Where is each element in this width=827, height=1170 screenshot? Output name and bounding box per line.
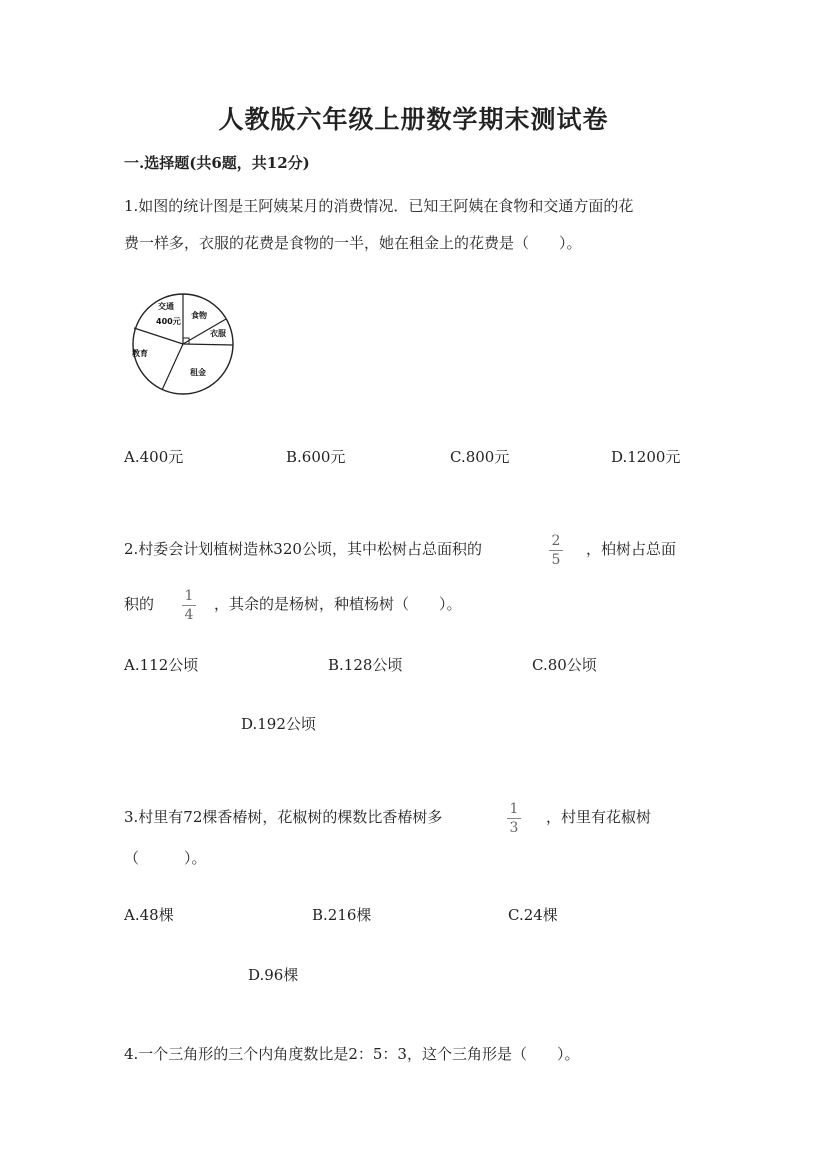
q3-fraction-1-3 bbox=[506, 801, 522, 836]
q2-text-line2b: ，其余的是杨树，种植杨树（ ）。 bbox=[214, 595, 462, 613]
q3-option-c: C.24棵 bbox=[508, 906, 558, 924]
q2-fraction-2-5 bbox=[548, 533, 564, 568]
pie-label-education: 教育 bbox=[132, 349, 148, 358]
q3-text-line1b: ，村里有花椒树 bbox=[546, 808, 652, 826]
q2-option-a: A.112公顷 bbox=[124, 656, 199, 674]
pie-label-clothes: 衣服 bbox=[210, 329, 226, 338]
q2-option-c: C.80公顷 bbox=[532, 656, 597, 674]
fraction-numerator: 1 bbox=[184, 588, 194, 604]
q3-text-line1a: 3.村里有72棵香椿树，花椒树的棵数比香椿树多 bbox=[124, 808, 443, 826]
pie-label-transport: 交通 bbox=[158, 302, 174, 311]
q2-option-b: B.128公顷 bbox=[328, 656, 403, 674]
q1-option-c: C.800元 bbox=[450, 448, 510, 466]
fraction-bar bbox=[549, 550, 563, 551]
q3-text-line2: （ ）。 bbox=[124, 849, 207, 867]
fraction-numerator: 1 bbox=[509, 801, 519, 817]
q1-pie-chart bbox=[128, 292, 240, 398]
q4-text-line1: 4.一个三角形的三个内角度数比是2：5：3，这个三角形是（ ）。 bbox=[124, 1045, 580, 1063]
q1-option-b: B.600元 bbox=[286, 448, 346, 466]
fraction-denominator: 3 bbox=[509, 820, 519, 836]
fraction-denominator: 5 bbox=[551, 552, 561, 568]
q1-text-line2: 费一样多，衣服的花费是食物的一半，她在租金上的花费是（ ）。 bbox=[124, 234, 582, 252]
q2-text-line1a: 2.村委会计划植树造林320公顷，其中松树占总面积的 bbox=[124, 540, 482, 558]
q3-option-b: B.216棵 bbox=[312, 906, 372, 924]
q2-text-line1b: ，柏树占总面 bbox=[586, 540, 677, 558]
fraction-numerator: 2 bbox=[551, 533, 561, 549]
q3-option-a: A.48棵 bbox=[124, 906, 174, 924]
q2-text-line2a: 积的 bbox=[124, 595, 155, 613]
pie-label-transport-amount: 400元 bbox=[156, 317, 181, 326]
pie-label-rent: 租金 bbox=[190, 368, 206, 377]
q3-option-d: D.96棵 bbox=[248, 966, 299, 984]
pie-divider bbox=[162, 344, 183, 390]
fraction-bar bbox=[507, 818, 521, 819]
pie-label-food: 食物 bbox=[191, 311, 207, 320]
page-title: 人教版六年级上册数学期末测试卷 bbox=[218, 105, 609, 134]
q1-text-line1: 1.如图的统计图是王阿姨某月的消费情况．已知王阿姨在食物和交通方面的花 bbox=[124, 197, 634, 215]
q2-option-d: D.192公顷 bbox=[241, 715, 316, 733]
pie-divider bbox=[183, 344, 233, 345]
fraction-denominator: 4 bbox=[184, 607, 194, 623]
q1-option-a: A.400元 bbox=[124, 448, 184, 466]
pie-divider bbox=[134, 328, 183, 344]
q2-fraction-1-4 bbox=[181, 588, 197, 623]
fraction-bar bbox=[182, 605, 196, 606]
q1-option-d: D.1200元 bbox=[611, 448, 681, 466]
section-heading: 一.选择题(共6题，共12分) bbox=[124, 154, 310, 172]
